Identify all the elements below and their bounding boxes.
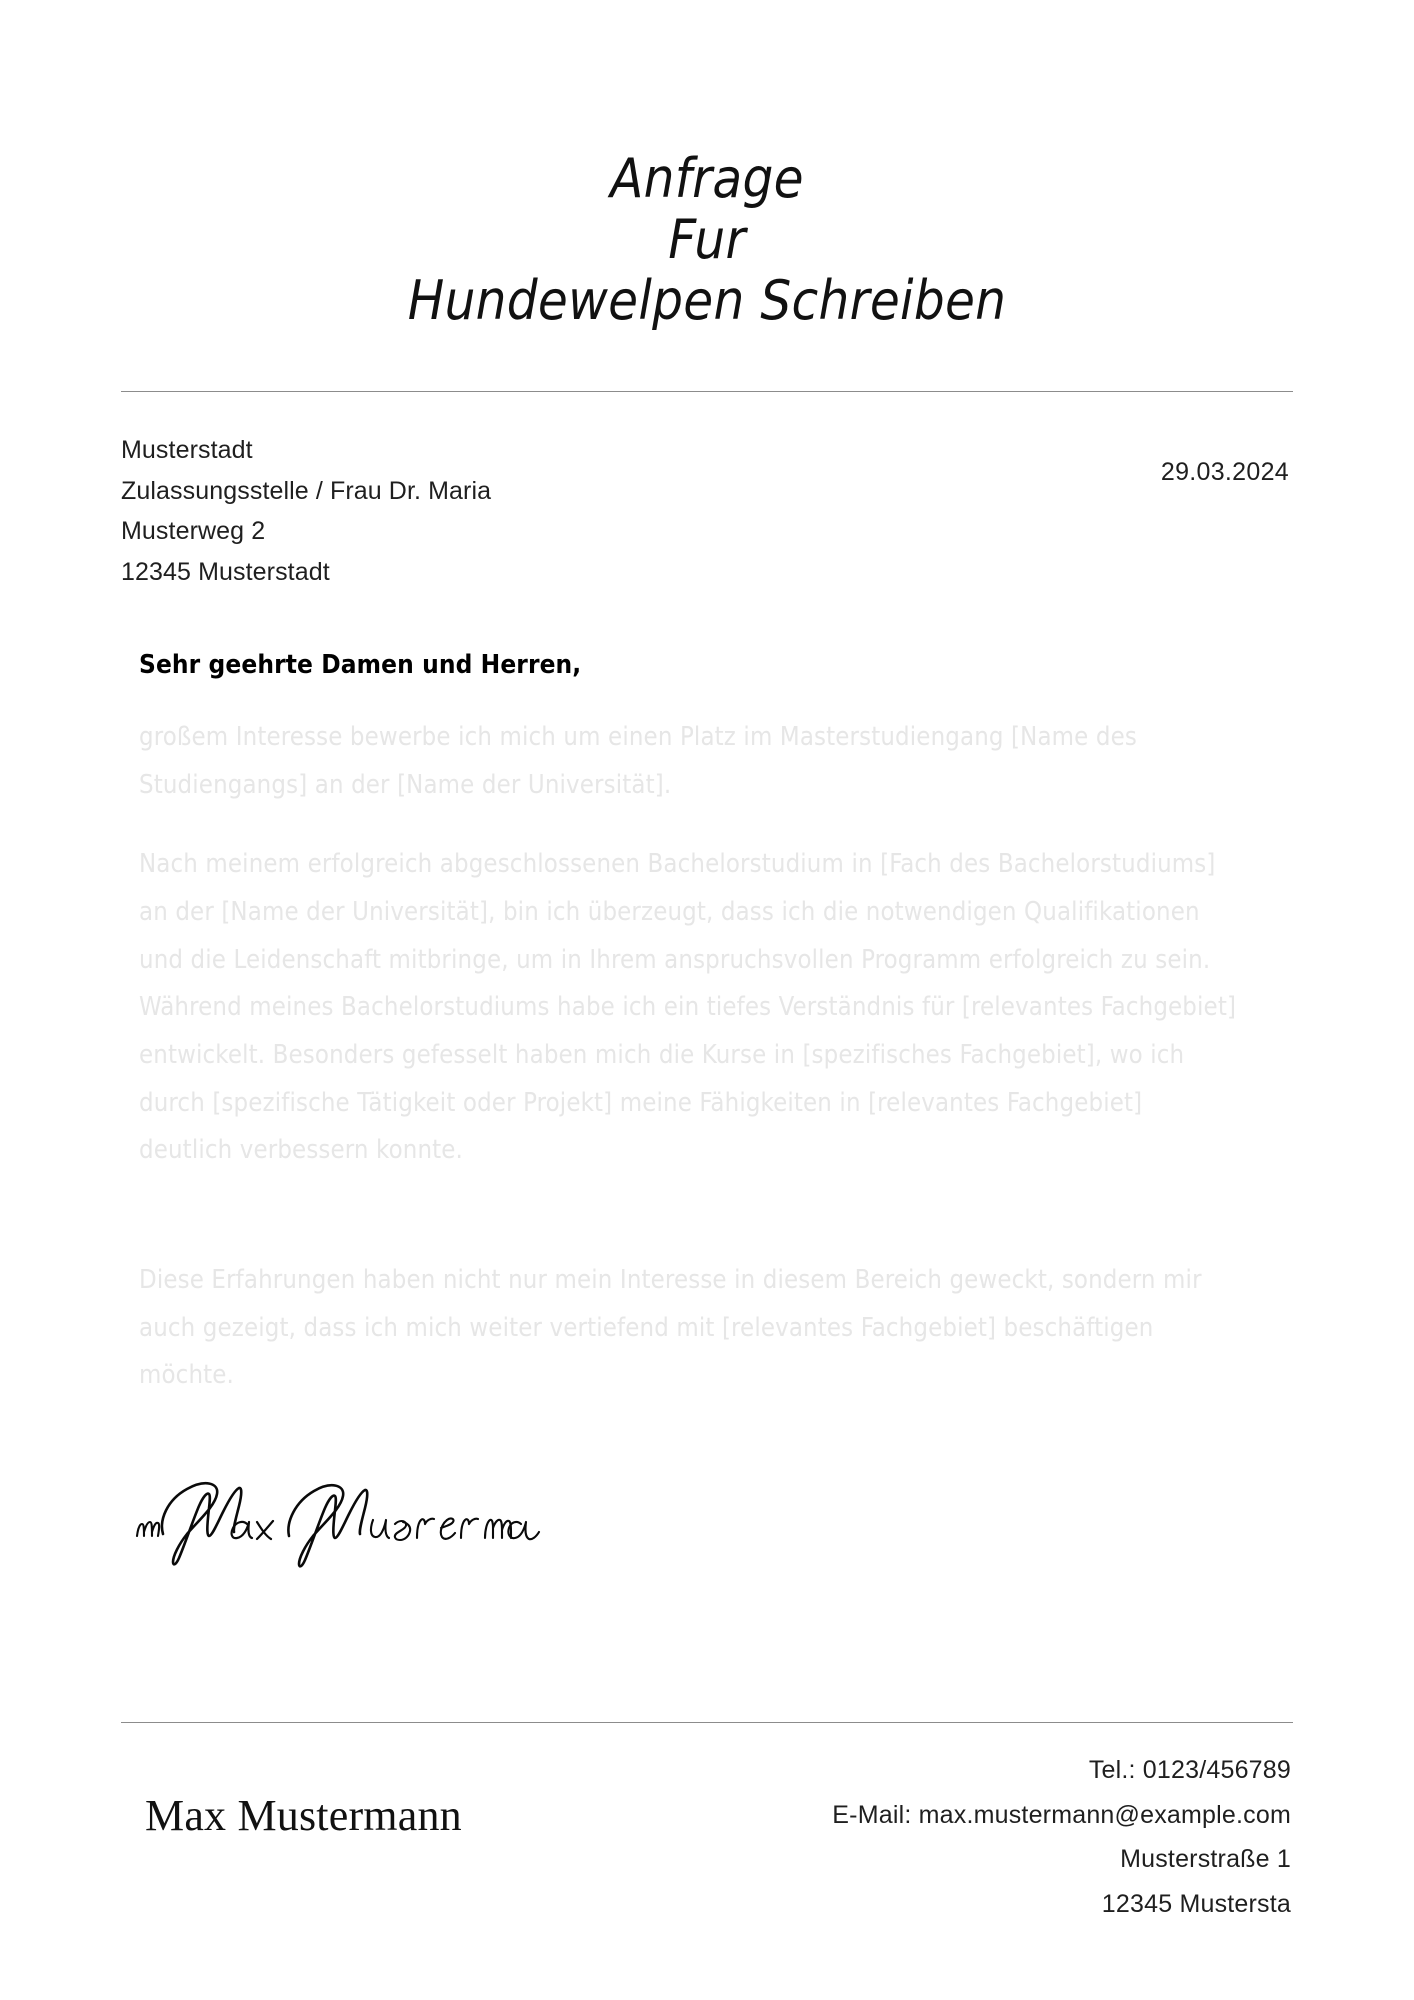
address-line-2: Zulassungsstelle / Frau Dr. Maria <box>121 476 492 505</box>
body-paragraph-1: großem Interesse bewerbe ich mich um einen Platz im Masterstudiengang [Name des Studiengangs] an der [Name der Universität]. <box>139 722 1137 800</box>
sender-name: Max Mustermann <box>145 1791 462 1840</box>
address-line-4: 12345 Musterstadt <box>121 557 330 586</box>
title-line-3: Hundewelpen Schreiben <box>407 269 1007 333</box>
letter-body <box>121 680 1293 1400</box>
contact-city: 12345 Mustersta <box>1101 1889 1291 1918</box>
sender-contact <box>832 1748 1293 1926</box>
letter-date: 29.03.2024 <box>1160 458 1289 487</box>
letter-footer <box>121 1748 1293 1926</box>
contact-email: E-Mail: max.mustermann@example.com <box>832 1800 1291 1829</box>
body-paragraph-4: Diese Erfahrungen haben nicht nur mein Interesse in diesem Bereich geweckt, sondern mir auch gezeigt, dass ich mich weiter vertiefend mit [relevantes Fachgebiet] beschäftigen möchte. <box>139 1265 1202 1391</box>
contact-phone: Tel.: 0123/456789 <box>1088 1756 1291 1784</box>
body-paragraph-3: Während meines Bachelorstudiums habe ich ein tiefes Verständnis für [relevantes Fachgebiet] entwickelt. Besonders gefesselt haben mich die Kurse in [spezifisches Fachgebiet], wo ich durch [spezifische Tätigkeit oder Projekt] meine Fähigkeiten in [relevantes Fachgebiet] deutlich verbessern konnte. <box>139 992 1237 1166</box>
recipient-address <box>121 430 491 592</box>
signature-area <box>121 1400 1293 1550</box>
salutation: Sehr geehrte Damen und Herren, <box>139 650 582 681</box>
title-line-1: Anfrage <box>610 147 804 210</box>
address-line-3: Musterweg 2 <box>121 517 266 546</box>
title-line-2: Fur <box>668 208 746 272</box>
address-line-1: Musterstadt <box>121 436 253 465</box>
footer-divider <box>121 1722 1293 1723</box>
body-paragraph-2: Nach meinem erfolgreich abgeschlossenen Bachelorstudium in [Fach des Bachelorstudiums] an der [Name der Universität], bin ich überzeugt, dass ich die notwendigen Qualifikationen und die Leidenschaft mitbringe, um in Ihrem anspruchsvollen Programm erfolgreich zu sein. <box>139 849 1216 975</box>
contact-street: Musterstraße 1 <box>1120 1845 1291 1873</box>
address-date-row <box>121 392 1293 592</box>
page-title <box>0 0 1414 331</box>
handwritten-signature-icon <box>129 1458 549 1578</box>
